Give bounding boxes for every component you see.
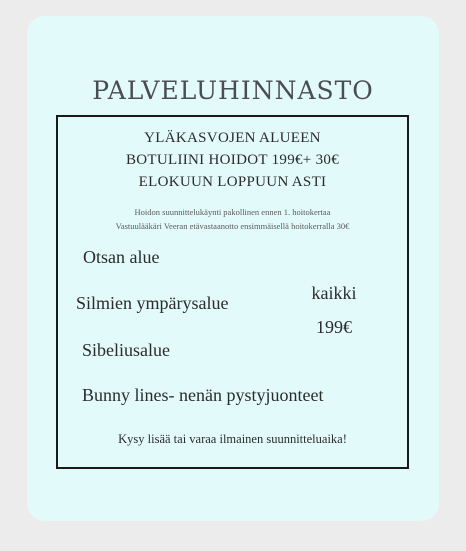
promo-line-3: ELOKUUN LOPPUUN ASTI [138, 174, 327, 190]
area-sibelius: Sibeliusalue [82, 340, 170, 360]
booking-call-to-action: Kysy lisää tai varaa ilmainen suunnitteluaika! [118, 432, 347, 446]
price-label: kaikki [311, 283, 357, 303]
area-forehead: Otsan alue [83, 247, 160, 267]
area-bunny-lines: Bunny lines- nenän pystyjuonteet [82, 385, 324, 405]
page-title: PALVELUHINNASTO [92, 76, 374, 105]
promo-line-1: YLÄKASVOJEN ALUEEN [144, 130, 321, 146]
promo-line-2: BOTULIINI HOIDOT 199€+ 30€ [125, 152, 340, 168]
note-line-1: Hoidon suunnittelukäynti pakollinen ennen 1. hoitokertaa [134, 207, 331, 217]
area-eye-region: Silmien ympärysalue [76, 293, 229, 313]
offer-box [56, 115, 409, 469]
note-line-2: Vastuulääkäri Veeran etävastaanotto ensimmäisellä hoitokerralla 30€ [115, 221, 350, 231]
price-value: 199€ [316, 317, 352, 337]
